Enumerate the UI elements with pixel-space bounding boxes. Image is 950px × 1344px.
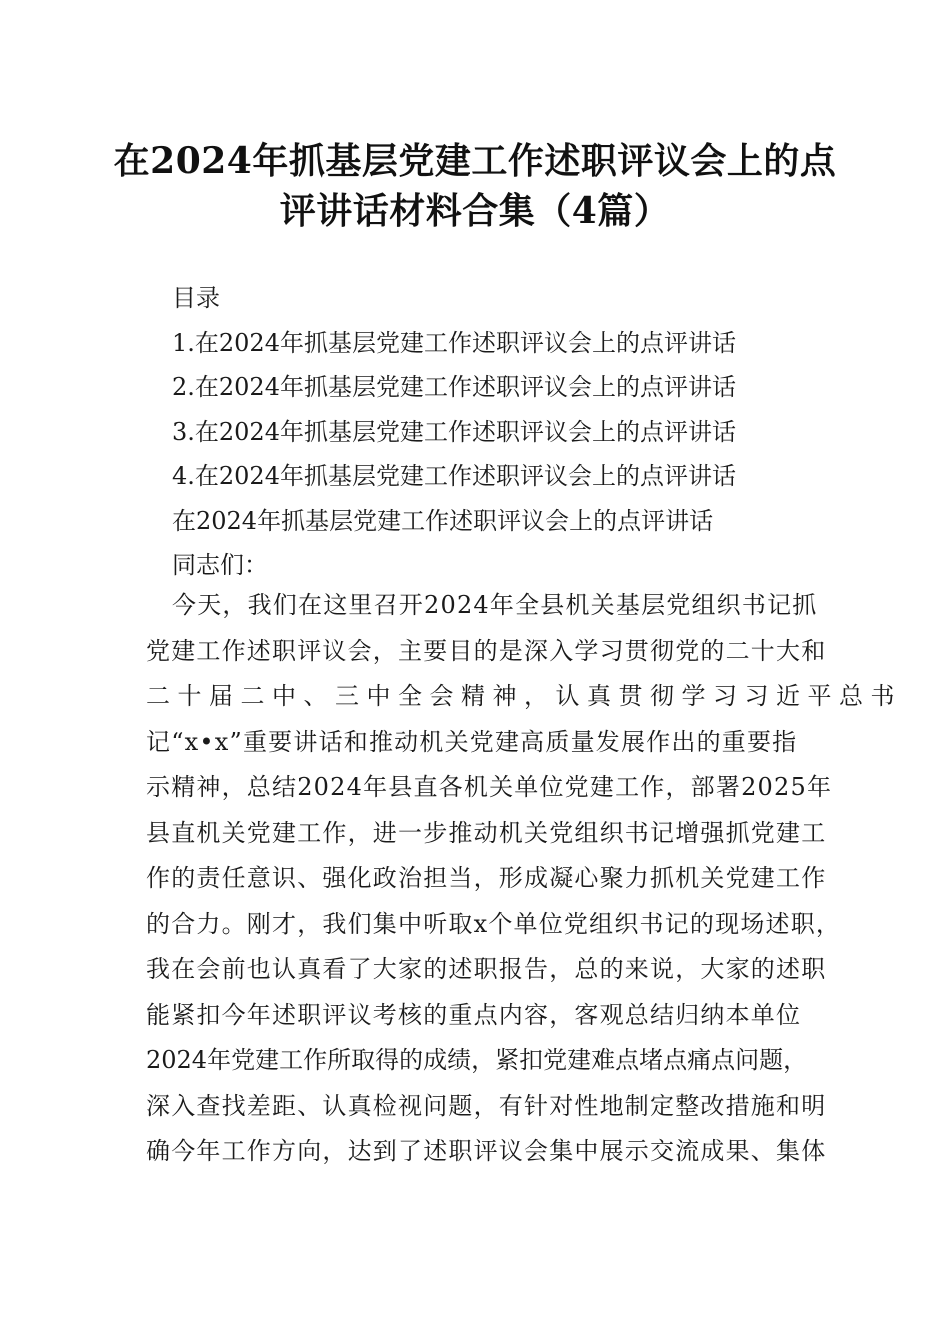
body-line: 能紧扣今年述职评议考核的重点内容，客观总结归纳本单位 (146, 1000, 802, 1029)
body-line: 深入查找差距、认真检视问题，有针对性地制定整改措施和明 (146, 1091, 827, 1120)
body-line: 记“x•x”重要讲话和推动机关党建高质量发展作出的重要指 (146, 727, 798, 756)
toc-item: 4.在2024年抓基层党建工作述职评议会上的点评讲话 (172, 462, 736, 490)
body-line: 二十届二中、三中全会精神，认真贯彻学习习近平总书 (146, 682, 902, 710)
body-line: 党建工作述职评议会，主要目的是深入学习贯彻党的二十大和 (146, 636, 827, 665)
body-line: 县直机关党建工作，进一步推动机关党组织书记增强抓党建工 (146, 818, 827, 847)
speech-title: 在2024年抓基层党建工作述职评议会上的点评讲话 (172, 506, 714, 535)
speech-body (146, 583, 902, 1175)
body-line: 示精神，总结2024年县直各机关单位党建工作，部署2025年 (146, 773, 833, 801)
title-line-2: 评讲话材料合集（4篇） (279, 190, 671, 232)
body-line: 今天，我们在这里召开2024年全县机关基层党组织书记抓 (172, 591, 818, 619)
body-line: 作的责任意识、强化政治担当，形成凝心聚力抓机关党建工作 (146, 864, 827, 892)
body-line: 的合力。刚才，我们集中听取x个单位党组织书记的现场述职， (146, 909, 842, 938)
toc-item: 1.在2024年抓基层党建工作述职评议会上的点评讲话 (172, 328, 736, 357)
toc-item: 3.在2024年抓基层党建工作述职评议会上的点评讲话 (172, 417, 736, 446)
toc-heading: 目录 (172, 284, 220, 312)
toc-item: 2.在2024年抓基层党建工作述职评议会上的点评讲话 (172, 373, 736, 401)
body-line: 我在会前也认真看了大家的述职报告，总的来说，大家的述职 (146, 955, 827, 983)
title-line-1: 在2024年抓基层党建工作述职评议会上的点 (113, 140, 837, 182)
body-line: 确今年工作方向，达到了述职评议会集中展示交流成果、集体 (146, 1137, 827, 1165)
table-of-contents (146, 276, 826, 588)
speech-salutation: 同志们： (172, 551, 268, 579)
body-line: 2024年党建工作所取得的成绩，紧扣党建难点堵点痛点问题， (146, 1046, 808, 1074)
document-title (110, 136, 840, 236)
